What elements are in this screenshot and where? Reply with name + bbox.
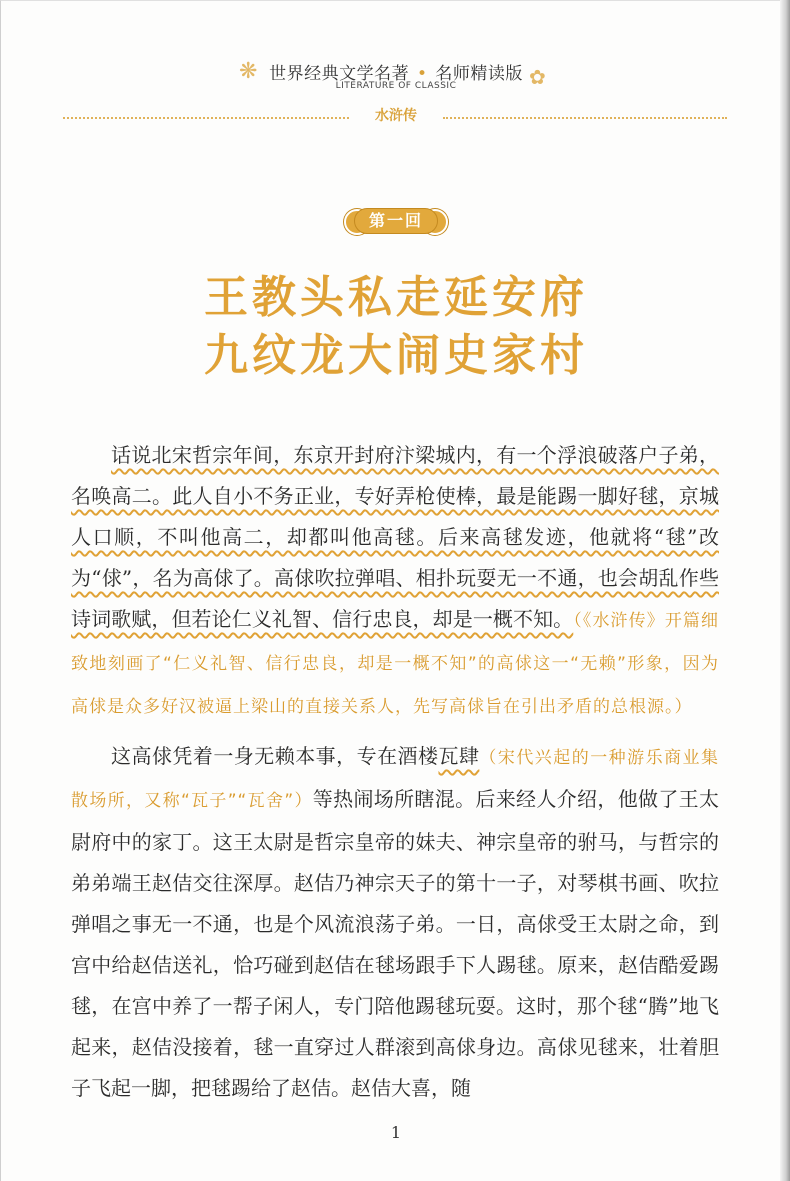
page-spine-shadow: [780, 0, 790, 1181]
header-dotted-rule-left: [63, 117, 349, 119]
chapter-number: 第一回: [368, 211, 423, 230]
annotation-note: （宋代兴起的一种游乐商业集散场所，又称“瓦子”“瓦舍”）: [71, 748, 720, 811]
book-title: 水浒传: [375, 108, 417, 124]
paragraph-2: [71, 736, 719, 1109]
series-english-subtitle: LITERATURE OF CLASSIC: [335, 81, 457, 91]
series-separator: •: [416, 64, 428, 84]
paragraph-1: [71, 435, 719, 728]
chapter-number-badge: [344, 206, 448, 236]
page-number: 1: [390, 1123, 402, 1142]
series-edition: 名师精读版: [435, 64, 523, 84]
paragraph-text: 这高俅凭着一身无赖本事，专在酒楼: [111, 744, 439, 768]
flower-ornament-icon: ❋: [239, 59, 258, 84]
underlined-passage: 话说北宋哲宗年间，东京开封府汴梁城内，有一个浮浪破落户子弟，名唤高二。此人自小不务正业，专好弄枪使棒，最是能踢一脚好毬，京城人口顺，不叫他高二，却都叫他高毬。后来高毬发迹，他就将“毬”改为“俅”，名为高俅了。高俅吹拉弹唱、相扑玩耍无一不通，也会胡乱作些诗词歌赋，但若论仁义礼智、信行忠良，却是一概不知。: [71, 443, 719, 631]
annotation-note: （《水浒传》开篇细致地刻画了“仁义礼智、信行忠良，却是一概不知”的高俅这一“无赖”形象，因为高俅是众多好汉被逼上梁山的直接关系人，先写高俅旨在引出矛盾的总根源。）: [71, 611, 720, 717]
header-dotted-rule-right: [443, 117, 727, 119]
chapter-title-line1: 王教头私走延安府: [204, 272, 588, 323]
chapter-body: [71, 435, 719, 1109]
paragraph-text: 等热闹场所瞎混。后来经人介绍，他做了王太尉府中的家丁。这王太尉是哲宗皇帝的妹夫、神宗皇帝的驸马，与哲宗的弟弟端王赵佶交往深厚。赵佶乃神宗天子的第十一子，对琴棋书画、吹拉弹唱之事无一不通，也是个风流浪荡子弟。一日，高俅受王太尉之命，到宫中给赵佶送礼，恰巧碰到赵佶在毬场跟手下人踢毬。原来，赵佶酷爱踢毬，在宫中养了一帮子闲人，专门陪他踢毬玩耍。这时，那个毬“腾”地飞起来，赵佶没接着，毬一直穿过人群滚到高俅身边。高俅见毬来，壮着胆子飞起一脚，把毬踢给了赵佶。赵佶大喜，随: [71, 787, 719, 1100]
underlined-term: 瓦肆: [438, 744, 480, 768]
flower-ornament-icon: ✿: [529, 65, 546, 89]
series-name: 世界经典文学名著: [269, 64, 410, 84]
chapter-title-line2: 九纹龙大闹史家村: [204, 330, 588, 381]
